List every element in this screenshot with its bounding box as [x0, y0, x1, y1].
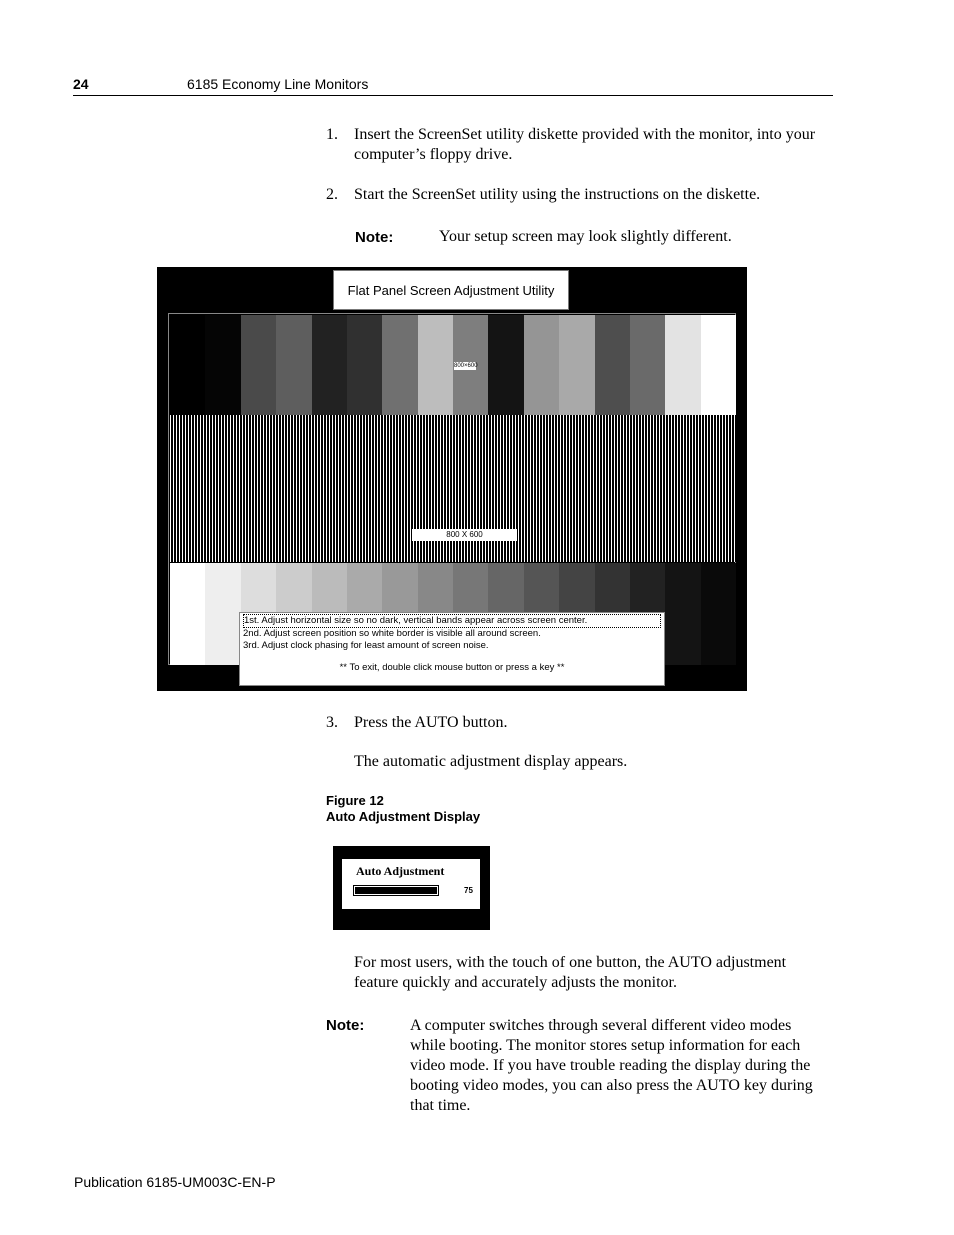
resolution-label: 800 X 600	[412, 529, 517, 541]
step-text: Press the AUTO button.	[354, 714, 508, 731]
publication-footer: Publication 6185-UM003C-EN-P	[74, 1174, 276, 1190]
step-3-result: The automatic adjustment display appears.	[354, 753, 628, 770]
gray-bar	[665, 315, 700, 415]
gray-bar	[701, 563, 736, 665]
gray-bar	[170, 315, 205, 415]
gray-bar	[347, 315, 382, 415]
step-number: 2.	[326, 186, 338, 203]
gray-bar	[488, 315, 523, 415]
resolution-label-top: 800×600	[454, 363, 478, 369]
note-label: Note:	[355, 229, 394, 246]
instruction-line: 3rd. Adjust clock phasing for least amount of screen noise.	[243, 640, 489, 651]
page-number: 24	[73, 76, 89, 92]
gray-bar	[382, 315, 417, 415]
step-text: Start the ScreenSet utility using the instructions on the diskette.	[354, 186, 761, 203]
gray-bar	[630, 315, 665, 415]
gray-bar	[241, 315, 276, 415]
auto-adjustment-display	[333, 846, 490, 930]
utility-title: Flat Panel Screen Adjustment Utility	[333, 270, 569, 310]
gray-bar	[170, 563, 205, 665]
body-paragraph: For most users, with the touch of one button, the AUTO adjustment feature quickly and accurately adjusts the monitor.	[354, 954, 787, 991]
step-number: 3.	[326, 714, 338, 731]
gray-bar	[276, 315, 311, 415]
gray-bar	[418, 315, 453, 415]
gray-bar	[312, 315, 347, 415]
instruction-box	[239, 612, 665, 686]
instruction-line: 2nd. Adjust screen position so white border is visible all around screen.	[243, 628, 541, 639]
figure-number: Figure 12	[326, 793, 384, 808]
note-label: Note:	[326, 1017, 365, 1034]
header-rule	[73, 95, 833, 96]
gray-bars-top	[170, 315, 736, 415]
gray-bar	[701, 315, 736, 415]
auto-adjustment-title: Auto Adjustment	[356, 864, 445, 878]
gray-bar	[205, 563, 240, 665]
note-text: A computer switches through several different video modes while booting. The monitor stores setup information for each video mode. If you have trouble reading the display during the booting video modes, you can also press the AUTO key during that time.	[410, 1017, 813, 1114]
progress-value: 75	[464, 886, 473, 895]
auto-adjustment-panel	[342, 859, 480, 909]
step-number: 1.	[326, 126, 338, 143]
screen-adjustment-screenshot	[157, 267, 747, 691]
step-text: Insert the ScreenSet utility diskette provided with the monitor, into your computer’s floppy drive.	[354, 126, 816, 163]
exit-instruction: ** To exit, double click mouse button or press a key **	[339, 662, 565, 673]
progress-fill	[355, 887, 437, 894]
instruction-line: 1st. Adjust horizontal size so no dark, vertical bands appear across screen center.	[243, 614, 661, 628]
gray-bar	[205, 315, 240, 415]
progress-bar	[353, 885, 439, 896]
figure-caption: Auto Adjustment Display	[326, 809, 481, 824]
gray-bar	[559, 315, 594, 415]
note-text: Your setup screen may look slightly different.	[439, 228, 732, 245]
running-header-title: 6185 Economy Line Monitors	[187, 76, 369, 92]
gray-bar	[665, 563, 700, 665]
gray-bar	[524, 315, 559, 415]
gray-bar	[595, 315, 630, 415]
